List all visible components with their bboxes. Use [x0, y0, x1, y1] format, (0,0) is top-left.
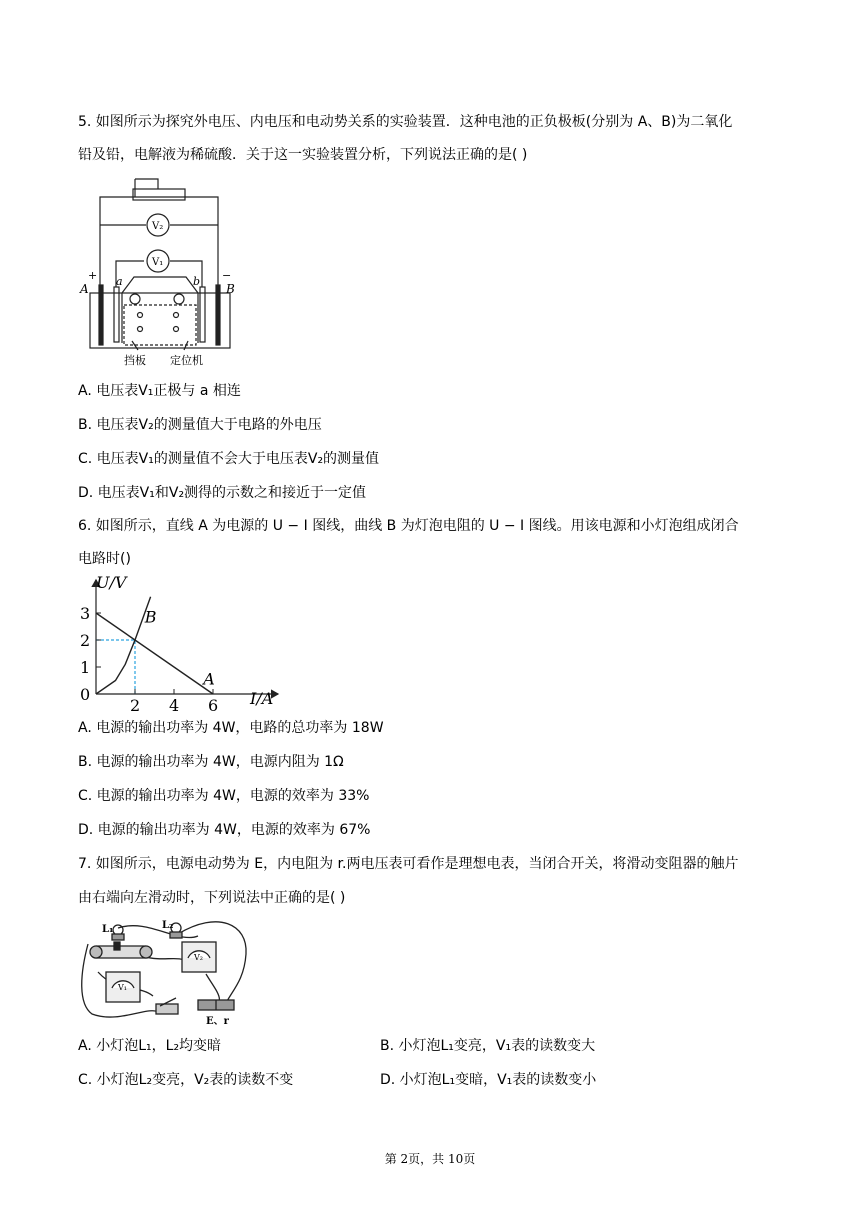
q5-stem-line2: 铅及铅，电解液为稀硫酸．关于这一实验装置分析，下列说法正确的是( )	[78, 147, 528, 163]
q5-stem-line1: 5. 如图所示为探究外电压、内电压和电动势关系的实验装置．这种电池的正负极板(分别为 A、B)为二氧化	[78, 114, 733, 130]
v1-meter-label: V₁	[152, 257, 164, 268]
series-label-A: A	[203, 669, 215, 689]
y-tick-label: 2	[80, 631, 91, 650]
q5-option-c: C. 电压表V₁的测量值不会大于电压表V₂的测量值	[78, 451, 380, 467]
baffle-label: 挡板	[124, 354, 146, 367]
q6-stem-line2: 电路时()	[78, 551, 131, 567]
x-tick-label: 6	[208, 696, 219, 712]
electrode-a-label: A	[80, 282, 89, 296]
l1-label: L₁	[102, 924, 114, 935]
q6-option-c: C. 电源的输出功率为 4W，电源的效率为 33%	[78, 788, 370, 804]
probe-b-label: b	[193, 275, 201, 288]
x-axis-label: I/A	[250, 689, 274, 708]
q7-option-c: C. 小灯泡L₂变亮，V₂表的读数不变	[78, 1072, 294, 1088]
minus-sign: −	[222, 269, 232, 282]
electrode-b-label: B	[226, 282, 235, 296]
q7-stem-line1: 7. 如图所示，电源电动势为 E，内电阻为 r.两电压表可看作是理想电表，当闭合开关，将滑动变阻器的触片	[78, 856, 739, 872]
q5-option-b: B. 电压表V₂的测量值大于电路的外电压	[78, 417, 322, 433]
positioner-label: 定位机	[170, 354, 203, 367]
q7-option-d: D. 小灯泡L₁变暗，V₁表的读数变小	[380, 1072, 597, 1088]
q6-option-b: B. 电源的输出功率为 4W，电源内阻为 1Ω	[78, 754, 344, 770]
probe-a-label: a	[116, 275, 123, 288]
battery-label: E、r	[206, 1016, 229, 1026]
q7-option-a: A. 小灯泡L₁，L₂均变暗	[78, 1038, 222, 1054]
q7-stem-line2: 由右端向左滑动时，下列说法中正确的是( )	[78, 890, 346, 906]
q6-ui-graph	[78, 572, 283, 712]
q5-battery-circuit-figure	[78, 175, 248, 370]
page-footer: 第 2页，共 10页	[384, 1152, 476, 1166]
v2-meter-label: V₂	[194, 953, 203, 962]
v1-meter-label: V₁	[118, 983, 127, 992]
y-axis-label: U/V	[96, 573, 127, 592]
series-label-B: B	[144, 607, 157, 627]
q5-option-a: A. 电压表V₁正极与 a 相连	[78, 383, 241, 399]
intersection-guide	[96, 640, 135, 694]
q6-stem-line1: 6. 如图所示，直线 A 为电源的 U − I 图线，曲线 B 为灯泡电阻的 U − I 图线。用该电源和小灯泡组成闭合	[78, 518, 739, 534]
x-tick-label: 2	[130, 696, 141, 712]
x-tick-label: 4	[169, 696, 180, 712]
q5-option-d: D. 电压表V₁和V₂测得的示数之和接近于一定值	[78, 485, 367, 501]
q7-circuit-photo-figure	[78, 914, 258, 1026]
v2-meter-label: V₂	[152, 221, 164, 232]
l2-label: L₂	[162, 920, 174, 931]
q7-option-b: B. 小灯泡L₁变亮，V₁表的读数变大	[380, 1038, 596, 1054]
y-tick-label: 3	[80, 604, 91, 623]
q6-option-a: A. 电源的输出功率为 4W，电路的总功率为 18W	[78, 720, 384, 736]
q6-option-d: D. 电源的输出功率为 4W，电源的效率为 67%	[78, 822, 371, 838]
plus-sign: +	[88, 269, 98, 282]
y-tick-label: 1	[80, 658, 91, 677]
origin-label: 0	[80, 685, 91, 704]
